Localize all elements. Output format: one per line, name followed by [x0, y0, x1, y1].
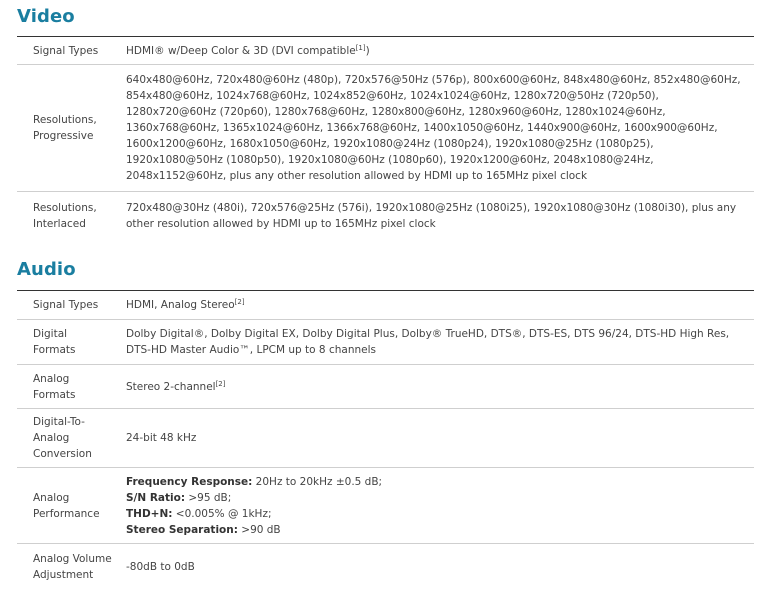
perf-val: >90 dB — [237, 523, 281, 536]
video-heading: Video — [17, 6, 75, 27]
audio-analog-performance-label — [17, 490, 126, 522]
video-signal-types-suffix: ) — [365, 44, 370, 57]
audio-digital-formats-label — [17, 326, 126, 358]
audio-dac-label-line3: Conversion — [33, 448, 92, 460]
audio-digital-formats-label-line2: Formats — [33, 344, 76, 356]
audio-analog-formats-text: Stereo 2-channel — [126, 380, 216, 393]
video-res-progressive-label-line1: Resolutions, — [33, 114, 97, 126]
audio-digital-formats-label-line1: Digital — [33, 328, 68, 340]
video-res-interlaced-row — [17, 192, 754, 240]
perf-val: 20Hz to 20kHz ±0.5 dB; — [252, 475, 383, 488]
perf-thdn — [126, 506, 748, 522]
audio-signal-types-value — [126, 297, 754, 313]
audio-volume-label — [17, 551, 126, 583]
audio-signal-types-label: Signal Types — [33, 299, 99, 311]
audio-volume-value: -80dB to 0dB — [126, 561, 195, 573]
video-signal-types-value — [126, 43, 754, 59]
video-res-interlaced-label-line1: Resolutions, — [33, 202, 97, 214]
audio-digital-formats-row — [17, 320, 754, 365]
audio-analog-performance-row — [17, 468, 754, 544]
audio-volume-label-line1: Analog Volume — [33, 553, 112, 565]
audio-analog-performance-label-line1: Analog — [33, 491, 70, 504]
video-res-progressive-value: 640x480@60Hz, 720x480@60Hz (480p), 720x576@50Hz (576p), 800x600@60Hz, 848x480@60Hz, 852x480@60Hz, 854x480@60Hz, 1024x768@60Hz, 1024x852@60Hz, 1024x1024@60Hz, 1280x720@50Hz (720p50), 1280x720@60Hz (720p60), 1280x768@60Hz, 1280x800@60Hz, 1280x960@60Hz, 1280x1024@60Hz, 1360x768@60Hz, 1365x1024@60Hz, 1366x768@60Hz, 1400x1050@60Hz, 1440x900@60Hz, 1600x900@60Hz, 1600x1200@60Hz, 1680x1050@60Hz, 1920x1080@24Hz (1080p24), 1920x1080@25Hz (1080p25), 1920x1080@50Hz (1080p50), 1920x1080@60Hz (1080p60), 1920x1200@60Hz, 2048x1080@24Hz, 2048x1152@60Hz, plus any other resolution allowed by HDMI up to 165MHz pixel clock — [126, 74, 741, 182]
video-spec-table — [17, 36, 754, 240]
perf-sn-ratio — [126, 490, 748, 506]
audio-analog-formats-label-line2: Formats — [33, 388, 76, 401]
audio-analog-formats-label — [17, 371, 126, 403]
footnote-2: [2] — [215, 379, 226, 388]
audio-heading: Audio — [17, 259, 76, 280]
audio-dac-label — [17, 414, 126, 462]
audio-analog-formats-label-line1: Analog — [33, 372, 70, 385]
audio-signal-types-row — [17, 291, 754, 320]
audio-dac-label-line2: Analog — [33, 432, 70, 444]
perf-key: S/N Ratio: — [126, 491, 186, 504]
video-signal-types-row — [17, 37, 754, 65]
perf-key: THD+N: — [126, 507, 173, 520]
perf-key: Stereo Separation: — [126, 523, 238, 536]
footnote-2: [2] — [234, 298, 245, 306]
video-signal-types-label: Signal Types — [33, 44, 99, 57]
audio-dac-row — [17, 409, 754, 468]
perf-frequency-response — [126, 474, 748, 490]
audio-volume-row — [17, 544, 754, 590]
audio-digital-formats-value: Dolby Digital®, Dolby Digital EX, Dolby Digital Plus, Dolby® TrueHD, DTS®, DTS-ES, DTS 96/24, DTS-HD High Res, DTS-HD Master Audio™, LPCM up to 8 channels — [126, 328, 730, 356]
video-res-interlaced-label — [17, 200, 126, 232]
audio-analog-performance-value — [126, 474, 754, 538]
video-res-interlaced-label-line2: Interlaced — [33, 218, 86, 230]
perf-key: Frequency Response: — [126, 475, 253, 488]
audio-analog-formats-value — [126, 379, 754, 395]
audio-signal-types-text: HDMI, Analog Stereo — [126, 299, 235, 311]
audio-dac-value: 24-bit 48 kHz — [126, 432, 197, 444]
video-res-interlaced-value: 720x480@30Hz (480i), 720x576@25Hz (576i), 1920x1080@25Hz (1080i25), 1920x1080@30Hz (1080i30), plus any other resolution allowed by HDMI up to 165MHz pixel clock — [126, 202, 737, 230]
perf-val: <0.005% @ 1kHz; — [172, 507, 272, 520]
video-res-progressive-label — [17, 112, 126, 144]
audio-analog-performance-label-line2: Performance — [33, 507, 100, 520]
footnote-1: [1] — [355, 43, 366, 52]
video-res-progressive-label-line2: Progressive — [33, 130, 94, 142]
audio-spec-table — [17, 290, 754, 590]
perf-val: >95 dB; — [185, 491, 232, 504]
audio-analog-formats-row — [17, 365, 754, 409]
audio-volume-label-line2: Adjustment — [33, 569, 94, 581]
video-res-progressive-row — [17, 65, 754, 192]
audio-dac-label-line1: Digital-To- — [33, 416, 85, 428]
video-signal-types-text: HDMI® w/Deep Color & 3D (DVI compatible — [126, 44, 356, 57]
perf-stereo-separation — [126, 522, 748, 538]
